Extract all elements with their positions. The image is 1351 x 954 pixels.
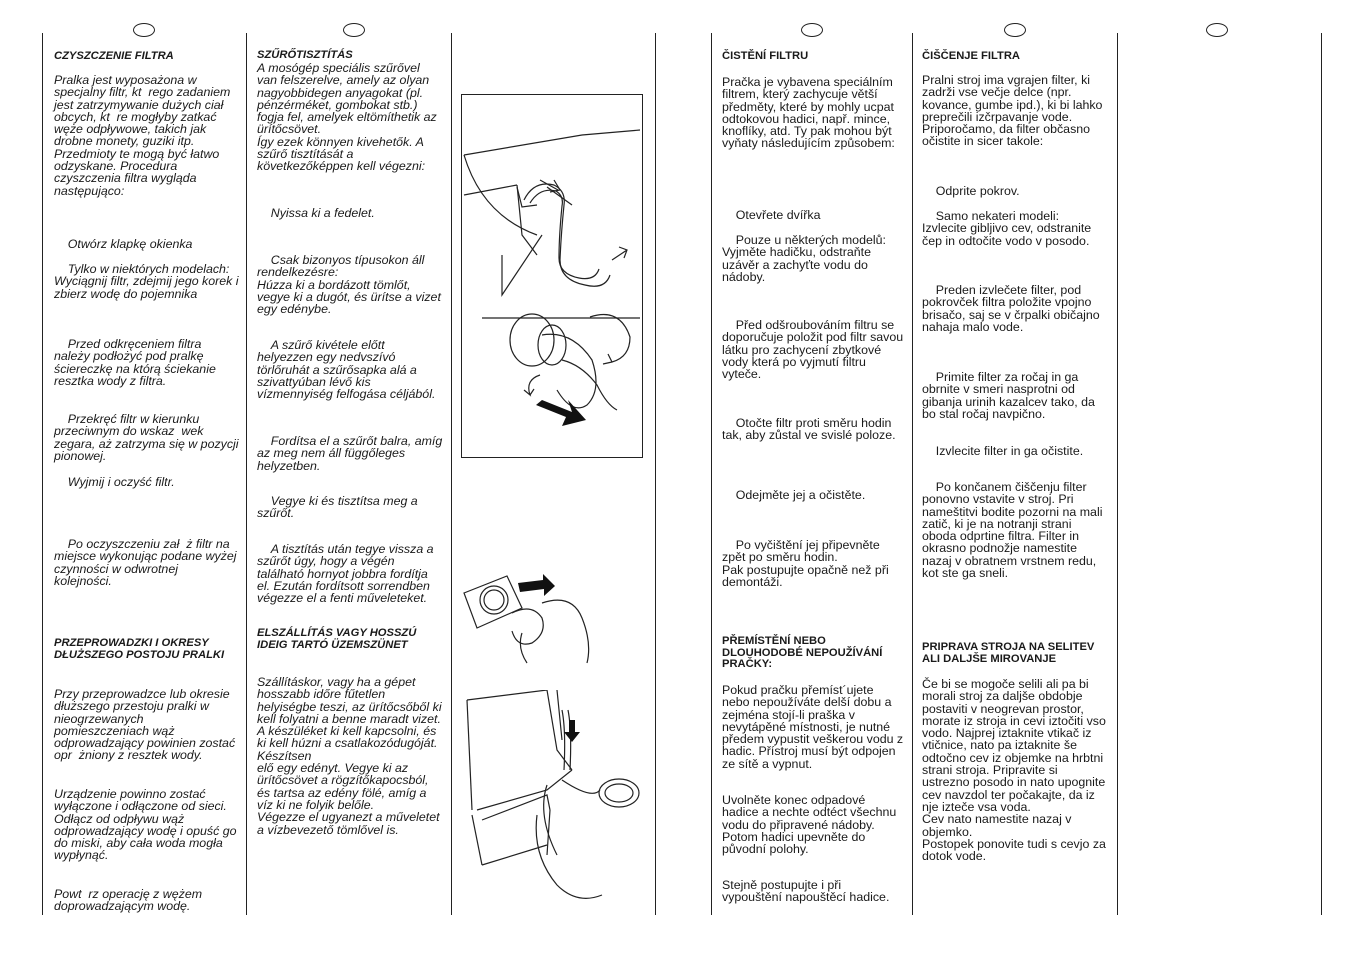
paragraph: Fordítsa el a szűrőt balra, amíg az meg nem áll függőleges helyzetben.	[257, 434, 446, 473]
drain-hose-drawing	[462, 690, 642, 915]
paragraph: Če bi se mogoče selili ali pa bi morali stroj za daljše obdobje postaviti v neogrevan prostor, morate iz stroja in cevi iztočiti vso vodo. Najprej iztaknite vtikač iz vtičnice, nato pa iztaknite še odtočno cev iz objemke na hrbtni strani stroja. Pripravite si ustrezno posodo in nato upognite cev navzdol ter počakajte, da iz nje izteče vsa voda. Cev nato namestite nazaj v objemko. Postopek ponovite tudi s cevjo za dotok vode.	[922, 677, 1106, 864]
paragraph: SZŰRŐTISZTÍTÁS	[257, 49, 353, 61]
paragraph: Nyissa ki a fedelet.	[257, 206, 375, 220]
paragraph: CZYSZCZENIE FILTRA	[54, 50, 174, 62]
paragraph: PŘEMÍSTĚNÍ NEBO DLOUHODOBÉ NEPOUŽÍVÁNÍ PRAČKY:	[722, 635, 886, 670]
column-rule	[451, 33, 452, 915]
paragraph: Uvolněte konec odpadové hadice a nechte odtéct všechnu vodu do připravené nádoby. Potom hadici upevněte do původní polohy.	[722, 793, 900, 857]
paragraph: Wyjmij i oczyść filtr.	[54, 475, 175, 489]
plug-removal-drawing	[462, 568, 602, 668]
paragraph: ČISTĚNÍ FILTRU	[722, 50, 809, 62]
drain-hose-illustration	[462, 690, 642, 915]
column-rule	[1321, 33, 1322, 915]
paragraph: Po oczyszczeniu zał ż filtr na miejsce wykonując podane wyżej czynności w odwrotnej kolejności.	[54, 537, 240, 588]
column-rule	[912, 33, 913, 915]
paragraph: Po vyčištění jej připevněte zpět po směru hodin. Pak postupujte opačně než při demontáži.	[722, 538, 889, 589]
paragraph: A mosógép speciális szűrővel van felszerelve, amely az olyan nagyobbidegen anyagokat (pl. pénzérméket, gombokat stb.) fogja fel, amelyek eltömíthetik az ürítőcsövet. Így ezek könnyen kivehetők. A szűrő tisztítását a következőképpen kell végezni:	[257, 61, 437, 174]
paragraph: Otwórz klapkę okienka	[54, 237, 193, 251]
paragraph: Stejně postupujte i při vypouštění napouštěcí hadice.	[722, 878, 890, 905]
paragraph: Csak bizonyos típusokon áll rendelkezésre: Húzza ki a bordázott tömlőt, vegye ki a dugót, és ürítse a vizet egy edénybe.	[257, 253, 441, 317]
column-rule	[711, 33, 712, 915]
language-marker-oval	[801, 23, 823, 37]
column-rule	[42, 33, 43, 915]
column-rule	[246, 33, 247, 915]
paragraph: A tisztítás után tegye vissza a szűrőt úgy, hogy a végén található hornyot jobbra fordítja el. Ezután fordítsott sorrendben végezze el a fenti műveleteket.	[257, 542, 437, 606]
paragraph: Szállításkor, vagy ha a gépet hosszabb időre fűtetlen helyiségbe teszi, az ürítőcsőből ki kell folyatni a benne maradt vizet. A készüléket ki kell kapcsolni, és ki kell húzni a csatlakozódugóját. Készítsen elő egy edényt. Vegye ki az ürítőcsövet a rögzítőkapocsból, és tartsa az edény fölé, amíg a víz ki ne folyik belőle. Végezze el ugyanezt a műveletet a vízbevezető tömlővel is.	[257, 675, 442, 837]
paragraph: A szűrő kivétele előtt helyezzen egy nedvszívó törlőruhát a szűrősapka alá a szivattyúban lévő kis vízmennyiség felfogása céljából.	[257, 338, 436, 402]
paragraph: Odejměte jej a očistěte.	[722, 488, 866, 502]
paragraph: Urządzenie powinno zostać wyłączone i odłączone od sieci. Odłącz od odpływu wąż odprowadzający wodę i opuść go do miski, aby cała woda mogła wypłynąć.	[54, 787, 237, 863]
paragraph: Otočte filtr proti směru hodin tak, aby zůstal ve svislé poloze.	[722, 416, 896, 443]
paragraph: Vegye ki és tisztítsa meg a szűrőt.	[257, 494, 422, 521]
plug-removal-illustration	[462, 568, 602, 668]
language-marker-oval	[133, 23, 155, 37]
paragraph: Powt rz operację z wężem doprowadzającym wodę.	[54, 887, 206, 914]
filter-removal-illustration	[461, 94, 643, 458]
paragraph: Tylko w niektórych modelach: Wyciągnij filtr, zdejmij jego korek i zbierz wodę do pojemnika	[54, 262, 239, 301]
paragraph: Samo nekateri modeli: Izvlecite gibljivo cev, odstranite čep in odtočite vodo v posodo.	[922, 209, 1092, 248]
paragraph: PRZEPROWADZKI I OKRESY DŁUŻSZEGO POSTOJU PRALKI	[54, 637, 225, 661]
paragraph: Przed odkręceniem filtra należy podłożyć pod pralkę ściereczkę na którą ściekanie resztka wody z filtra.	[54, 337, 220, 388]
language-marker-oval	[1206, 23, 1228, 37]
language-marker-oval	[343, 23, 365, 37]
paragraph: Odprite pokrov.	[922, 184, 1020, 198]
paragraph: Po končanem čiščenju filter ponovno vstavite v stroj. Pri nameštitvi bodite pozorni na mali zatič, ki je na notranji strani oboda odprtine filtra. Filter in okrasno podnožje namestite nazaj v obratnem vrstnem redu, kot ste ga sneli.	[922, 480, 1106, 581]
paragraph: Pračka je vybavena speciálním filtrem, který zachycuje větší předměty, které by mohly ucpat odtokovou hadici, např. mince, knoflíky, atd. Ty pak mohou být vyňaty následujícím způsobem:	[722, 75, 898, 151]
paragraph: Primite filter za ročaj in ga obrnite v smeri nasprotni od gibanja urinih kazalcev tako, da bo stal ročaj navpično.	[922, 370, 1099, 421]
paragraph: Preden izvlečete filter, pod pokrovček filtra položite vpojno brisačo, saj se v črpalki običajno nahaja malo vode.	[922, 283, 1104, 334]
paragraph: Pralka jest wyposażona w specjalny filtr, kt rego zadaniem jest zatrzymywanie dużych ciał obcych, kt re mogłyby zatkać węże odpływowe, takich jak drobne monety, guziki itp. Przedmioty te mogą być łatwo odzyskane. Procedura czyszczenia filtra wygląda następująco:	[54, 73, 234, 198]
column-rule	[1117, 33, 1118, 915]
paragraph: Przekręć filtr w kierunku przeciwnym do wskaz wek zegara, aż zatrzyma się w pozycji pionowej.	[54, 412, 242, 463]
column-rule	[655, 33, 656, 915]
filter-removal-drawing	[462, 95, 641, 456]
paragraph: Před odšroubováním filtru se doporučuje položit pod filtr savou látku pro zachycení zbytkové vody která po vyjmutí filtru vyteče.	[722, 318, 907, 382]
language-marker-oval	[1004, 23, 1026, 37]
paragraph: Izvlecite filter in ga očistite.	[922, 444, 1084, 458]
paragraph: PRIPRAVA STROJA NA SELITEV ALI DALJŠE MIROVANJE	[922, 641, 1098, 665]
paragraph: ELSZÁLLÍTÁS VAGY HOSSZÚ IDEIG TARTÓ ÜZEMSZÜNET	[257, 627, 420, 651]
paragraph: Pouze u některých modelů: Vyjměte hadičku, odstraňte uzávěr a zachyťte vodu do nádoby.	[722, 233, 886, 284]
paragraph: Pokud pračku přemíst´ujete nebo nepoužíváte delší dobu a zejména stojí-li praška v nevytápěné místnosti, je nutné předem vypustit veškerou vodu z hadic. Přístroj musí být odpojen ze sítě a vypnut.	[722, 683, 907, 771]
paragraph: Pralni stroj ima vgrajen filter, ki zadrži vse večje delce (npr. kovance, gumbe ipd.), ki bi lahko preprečili izčrpavanje vode. Priporočamo, da filter občasno očistite in sicer takole:	[922, 73, 1106, 149]
paragraph: ČIŠČENJE FILTRA	[922, 50, 1020, 62]
paragraph: Przy przeprowadzce lub okresie dłuższego przestoju pralki w nieogrzewanych pomieszczeniach wąż odprowadzający powinien zostać opr żniony z resztek wody.	[54, 687, 239, 763]
paragraph: Otevřete dvířka	[722, 208, 821, 222]
